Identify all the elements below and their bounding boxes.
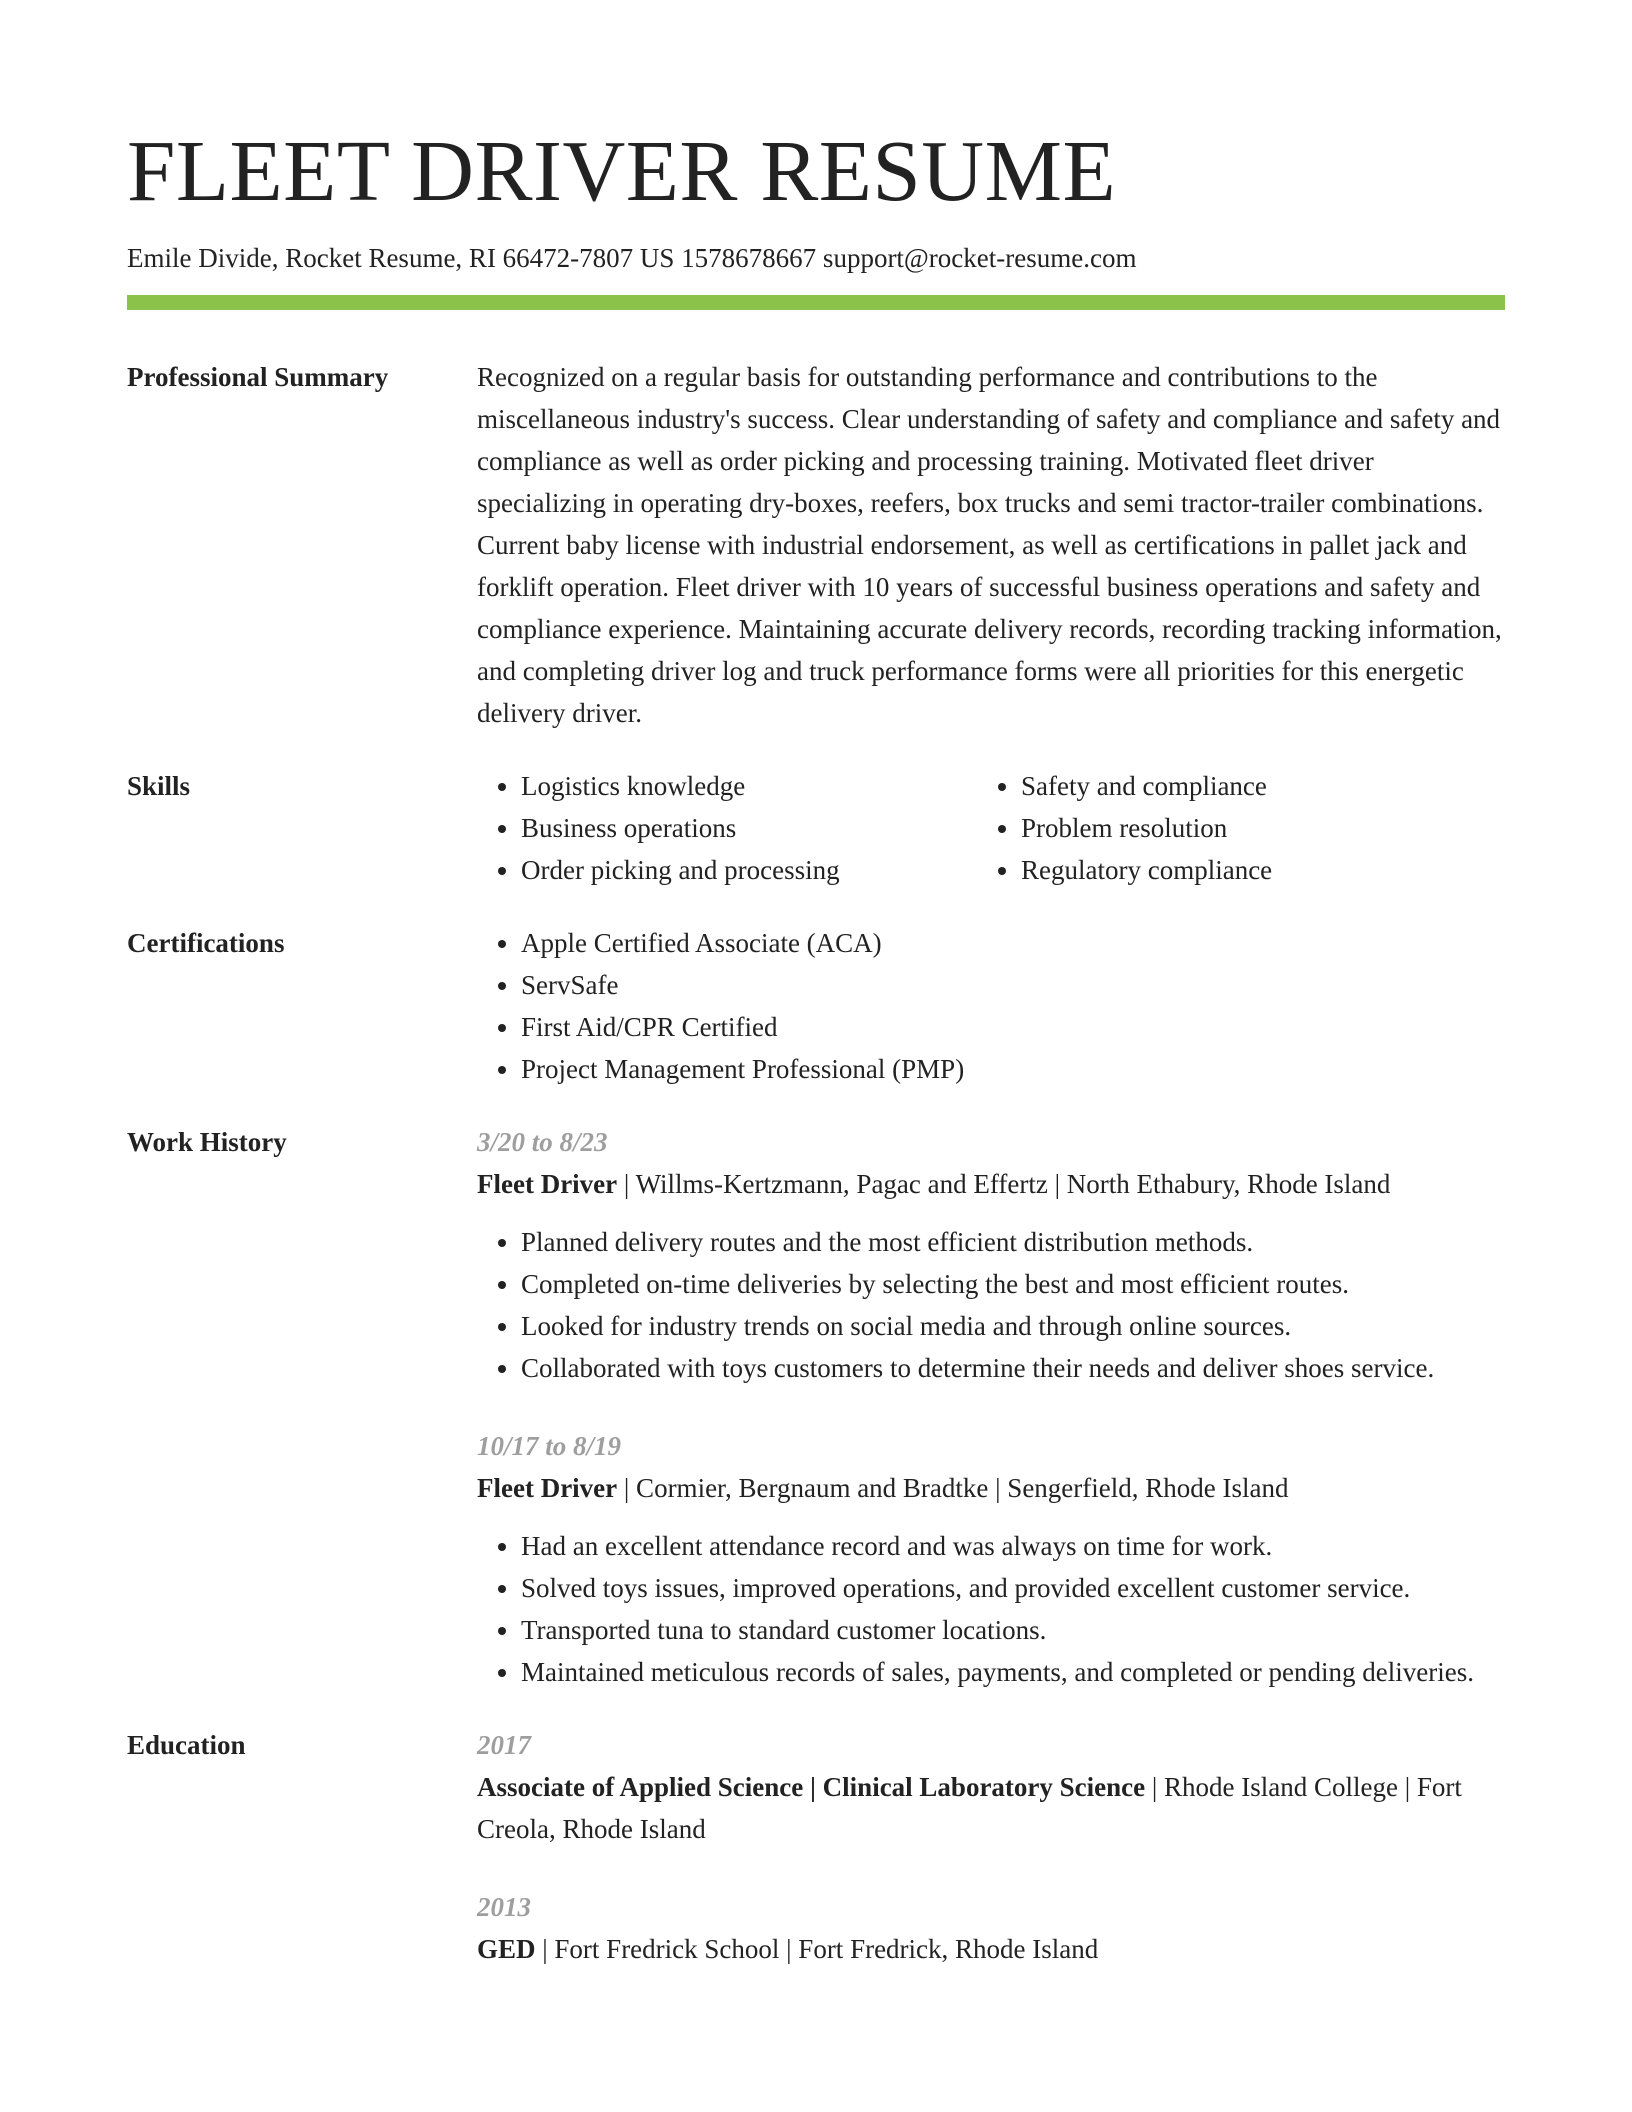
skill-item: • Regulatory compliance (1021, 849, 1477, 891)
section-label-skills: Skills (127, 771, 191, 801)
certification-item: • Apple Certified Associate (ACA) (521, 922, 1505, 964)
job-duty: • Looked for industry trends on social media and through online sources. (521, 1305, 1505, 1347)
contact-line: Emile Divide, Rocket Resume, RI 66472-7807 US 1578678667 support@rocket-resume.com (127, 243, 1137, 273)
skill-item: • Problem resolution (1021, 807, 1477, 849)
section-label-education: Education (127, 1730, 246, 1760)
education-degree: GED (477, 1934, 536, 1964)
certification-item: • Project Management Professional (PMP) (521, 1048, 1505, 1090)
skill-item: • Order picking and processing (521, 849, 977, 891)
skill-item: • Safety and compliance (1021, 765, 1477, 807)
summary-text: Recognized on a regular basis for outstanding performance and contributions to the miscellaneous industry's success. Clear understanding of safety and compliance and safety and compliance as well as order picking and processing training. Motivated fleet driver specializing in operating dry-boxes, reefers, box trucks and semi tractor-trailer combinations. Current baby license with industrial endorsement, as well as certifications in pallet jack and forklift operation. Fleet driver with 10 years of successful business operations and safety and compliance experience. Maintaining accurate delivery records, recording tracking information, and completing driver log and truck performance forms were all priorities for this energetic delivery driver. (477, 362, 1502, 728)
education-entry (477, 1886, 1505, 1970)
job-dates: 10/17 to 8/19 (477, 1431, 622, 1461)
job-title: Fleet Driver (477, 1473, 618, 1503)
job-duty: • Maintained meticulous records of sales, payments, and completed or pending deliveries. (521, 1651, 1505, 1693)
education-heading (477, 1928, 1505, 1970)
education-section (127, 1724, 1505, 1970)
job-entry (477, 1425, 1505, 1693)
job-entry (477, 1121, 1505, 1389)
skill-item: • Logistics knowledge (521, 765, 977, 807)
certifications-section (127, 922, 1505, 1090)
job-duty: • Transported tuna to standard customer locations. (521, 1609, 1505, 1651)
job-duty: • Solved toys issues, improved operations, and provided excellent customer service. (521, 1567, 1505, 1609)
job-duty: • Collaborated with toys customers to determine their needs and deliver shoes service. (521, 1347, 1505, 1389)
job-title: Fleet Driver (477, 1169, 618, 1199)
skill-item: • Business operations (521, 807, 977, 849)
job-duty: • Completed on-time deliveries by selecting the best and most efficient routes. (521, 1263, 1505, 1305)
section-label-certifications: Certifications (127, 928, 285, 958)
education-degree: Associate of Applied Science | Clinical Laboratory Science (477, 1772, 1146, 1802)
education-year: 2017 (477, 1730, 531, 1760)
job-heading (477, 1163, 1505, 1205)
education-details: | Rhode Island College | Fort Creola, Rhode Island (477, 1772, 1462, 1844)
work-history-section (127, 1121, 1505, 1693)
summary-section (127, 356, 1505, 734)
skills-column-right (977, 765, 1477, 891)
certification-item: • ServSafe (521, 964, 1505, 1006)
job-duty: • Planned delivery routes and the most efficient distribution methods. (521, 1221, 1505, 1263)
certification-item: • First Aid/CPR Certified (521, 1006, 1505, 1048)
job-heading (477, 1467, 1505, 1509)
education-heading (477, 1766, 1505, 1850)
skills-section (127, 765, 1505, 891)
job-duty: • Had an excellent attendance record and was always on time for work. (521, 1525, 1505, 1567)
section-label-summary: Professional Summary (127, 362, 389, 392)
job-details: | Willms-Kertzmann, Pagac and Effertz | North Ethabury, Rhode Island (617, 1169, 1391, 1199)
education-entry (477, 1724, 1505, 1850)
accent-divider (127, 295, 1505, 310)
section-label-work: Work History (127, 1127, 287, 1157)
education-details: | Fort Fredrick School | Fort Fredrick, Rhode Island (535, 1934, 1099, 1964)
job-dates: 3/20 to 8/23 (477, 1127, 608, 1157)
resume-title: FLEET DRIVER RESUME (127, 122, 1117, 219)
education-year: 2013 (477, 1892, 531, 1922)
job-details: | Cormier, Bergnaum and Bradtke | Sengerfield, Rhode Island (617, 1473, 1289, 1503)
skills-column-left (477, 765, 977, 891)
